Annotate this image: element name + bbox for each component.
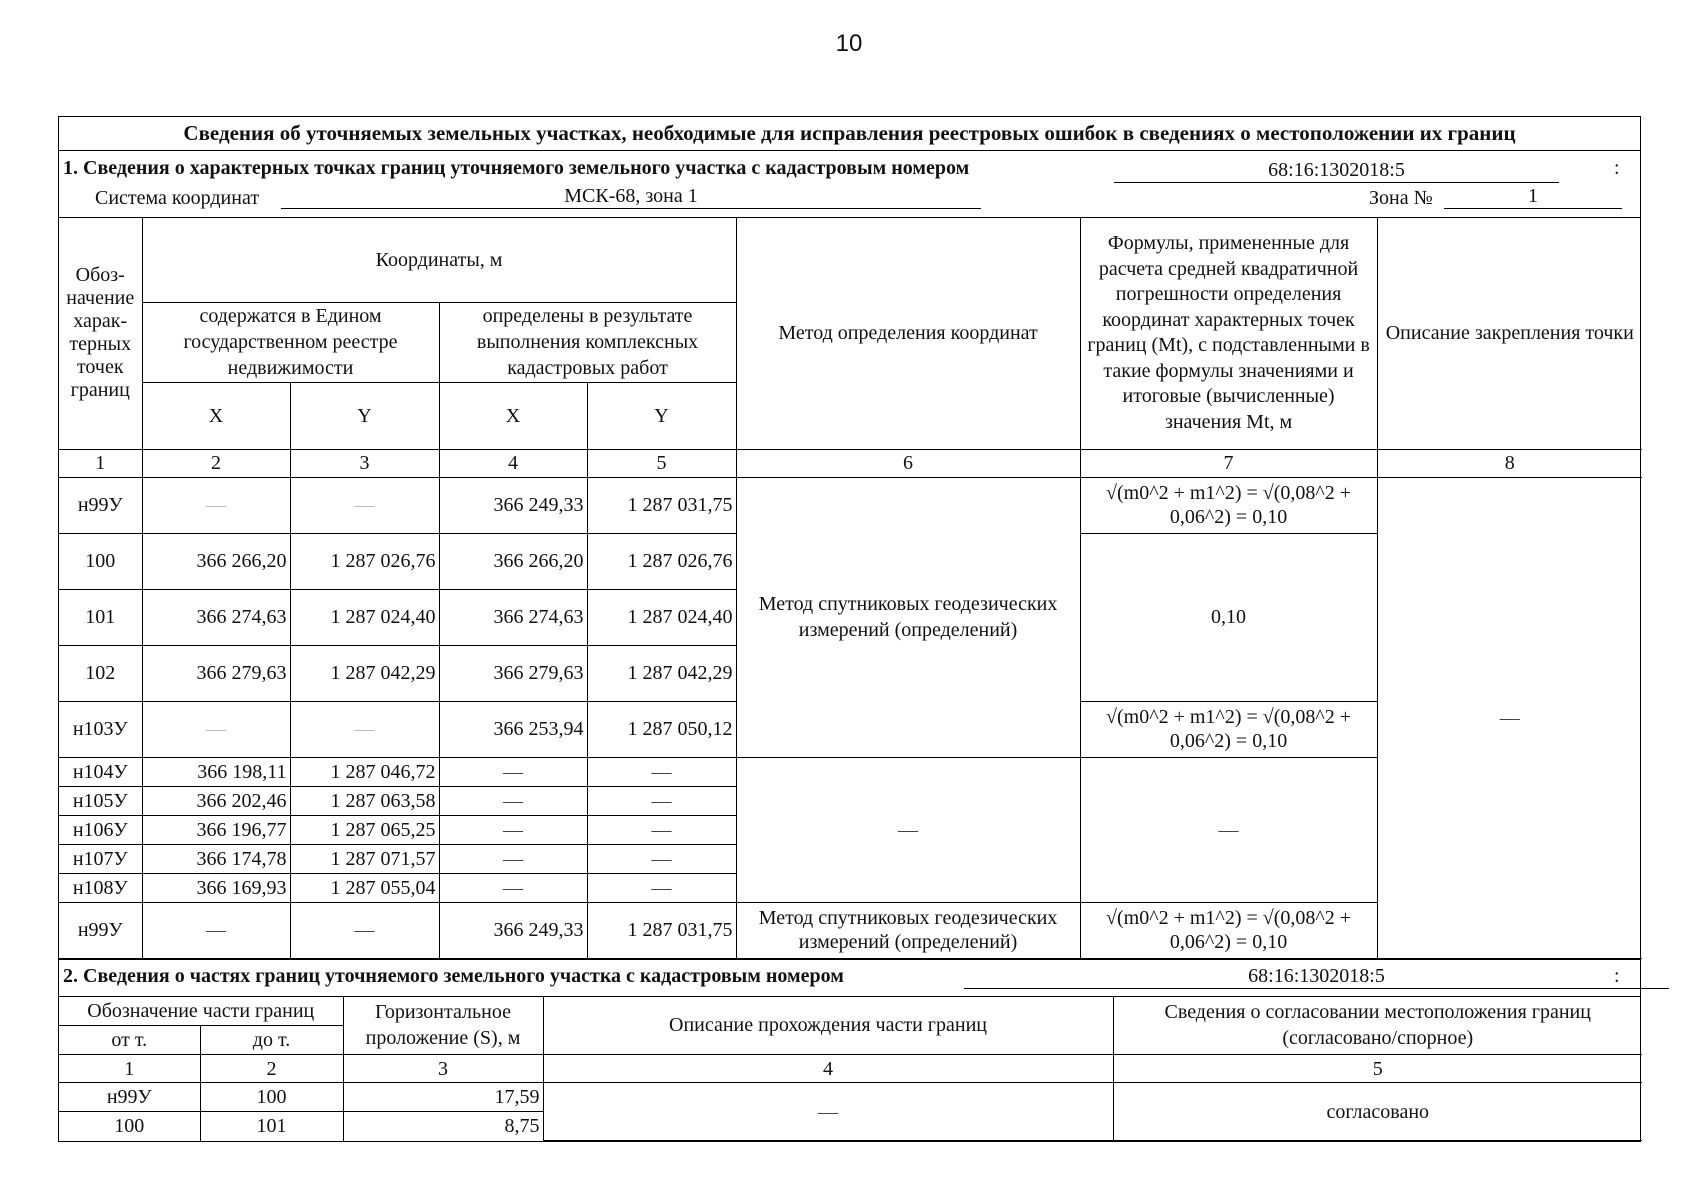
coord-x-kkr: 366 266,20 [439, 533, 587, 589]
formula-1: √(m0^2 + m1^2) = √(0,08^2 + 0,06^2) = 0,10 [1080, 477, 1377, 533]
points-table [59, 218, 1642, 959]
part-to: 101 [200, 1112, 343, 1141]
col-number: 4 [439, 449, 587, 477]
header-fixing: Описание закрепления точки [1377, 218, 1642, 449]
coord-x-egrn: — [142, 902, 290, 958]
col-number: 8 [1377, 449, 1642, 477]
coord-y-kkr: — [587, 815, 736, 844]
col-number: 7 [1080, 449, 1377, 477]
parts-table [59, 997, 1642, 1142]
point-name: н99У [59, 902, 142, 958]
coord-x-egrn: — [142, 477, 290, 533]
header-y1: Y [290, 382, 439, 449]
coord-x-egrn: 366 169,93 [142, 873, 290, 902]
formula-dash: — [1080, 757, 1377, 902]
section2-colon: : [1614, 964, 1620, 987]
col-number: 3 [343, 1055, 543, 1083]
col-number: 6 [736, 449, 1080, 477]
point-name: н103У [59, 701, 142, 757]
section1-cadastral-number: 68:16:1302018:5 [1114, 158, 1559, 183]
header-in-egrn: содержатся в Едином государственном реестре недвижимости [142, 302, 439, 382]
coord-x-kkr: — [439, 844, 587, 873]
header-determined: определены в результате выполнения комплексных кадастровых работ [439, 302, 736, 382]
formula-2: √(m0^2 + m1^2) = √(0,08^2 + 0,06^2) = 0,10 [1080, 701, 1377, 757]
header-formulas: Формулы, примененные для расчета средней квадратичной погрешности определения координат характерных точек границ (Mt), с подставленными в такие формулы значениями и итоговые (вычисленные) значения Mt, м [1080, 218, 1377, 449]
header-agreement: Сведения о согласовании местоположения границ (согласовано/спорное) [1113, 997, 1642, 1055]
coord-x-egrn: 366 266,20 [142, 533, 290, 589]
coord-y-egrn: 1 287 071,57 [290, 844, 439, 873]
coord-x-egrn: — [142, 701, 290, 757]
col-number: 4 [543, 1055, 1113, 1083]
coord-y-egrn: 1 287 042,29 [290, 645, 439, 701]
col-number: 5 [1113, 1055, 1642, 1083]
header-horizontal: Горизонтальное проложение (S), м [343, 997, 543, 1055]
col-number: 1 [59, 449, 142, 477]
coord-x-kkr: 366 249,33 [439, 902, 587, 958]
header-x1: X [142, 382, 290, 449]
section2-title: 2. Сведения о частях границ уточняемого земельного участка с кадастровым номером [63, 964, 844, 987]
zone-label: Зона № [1369, 187, 1433, 209]
section2-header [59, 959, 1640, 997]
coord-x-egrn: 366 202,46 [142, 786, 290, 815]
col-number: 2 [142, 449, 290, 477]
coord-x-egrn: 366 198,11 [142, 757, 290, 786]
coord-x-kkr: 366 279,63 [439, 645, 587, 701]
part-length: 17,59 [343, 1083, 543, 1112]
header-designation: Обоз-начение харак-терных точек границ [59, 218, 142, 449]
coord-y-egrn: 1 287 065,25 [290, 815, 439, 844]
point-name: н99У [59, 477, 142, 533]
coord-y-kkr: 1 287 031,75 [587, 902, 736, 958]
coord-y-kkr: 1 287 031,75 [587, 477, 736, 533]
coord-system-label: Система координат [95, 187, 260, 209]
coord-x-kkr: 366 274,63 [439, 589, 587, 645]
coord-y-egrn: — [290, 477, 439, 533]
coord-y-egrn: 1 287 024,40 [290, 589, 439, 645]
col-number: 2 [200, 1055, 343, 1083]
point-name: н105У [59, 786, 142, 815]
cadastral-document [58, 116, 1641, 1142]
header-y2: Y [587, 382, 736, 449]
coord-x-kkr: — [439, 815, 587, 844]
formula-value: 0,10 [1080, 533, 1377, 701]
part-from: 100 [59, 1112, 200, 1141]
coord-y-egrn: 1 287 063,58 [290, 786, 439, 815]
section1-header [59, 151, 1640, 218]
col-number: 5 [587, 449, 736, 477]
header-x2: X [439, 382, 587, 449]
header-method: Метод определения координат [736, 218, 1080, 449]
coord-y-kkr: — [587, 757, 736, 786]
point-name: н108У [59, 873, 142, 902]
coord-x-kkr: — [439, 873, 587, 902]
coord-system-value: МСК-68, зона 1 [281, 184, 981, 209]
coord-x-egrn: 366 279,63 [142, 645, 290, 701]
point-name: 101 [59, 589, 142, 645]
coord-x-kkr: 366 249,33 [439, 477, 587, 533]
header-part-designation: Обозначение части границ [59, 997, 343, 1026]
coord-y-kkr: 1 287 026,76 [587, 533, 736, 589]
coord-x-egrn: 366 274,63 [142, 589, 290, 645]
col-number: 3 [290, 449, 439, 477]
header-from: от т. [59, 1026, 200, 1055]
coord-y-kkr: 1 287 050,12 [587, 701, 736, 757]
coord-y-egrn: — [290, 902, 439, 958]
section2-cadastral-number: 68:16:1302018:5 [964, 964, 1669, 989]
point-name: 100 [59, 533, 142, 589]
page-number: 10 [835, 30, 863, 57]
header-coordinates: Координаты, м [142, 218, 736, 302]
point-name: 102 [59, 645, 142, 701]
coord-y-kkr: — [587, 873, 736, 902]
method-dash: — [736, 757, 1080, 902]
coord-y-egrn: 1 287 055,04 [290, 873, 439, 902]
method-satellite-1: Метод спутниковых геодезических измерений (определений) [736, 477, 1080, 757]
section1-colon: : [1614, 157, 1620, 179]
coord-y-kkr: 1 287 024,40 [587, 589, 736, 645]
part-length: 8,75 [343, 1112, 543, 1141]
coord-x-kkr: — [439, 786, 587, 815]
coord-y-kkr: — [587, 786, 736, 815]
main-title: Сведения об уточняемых земельных участках, необходимые для исправления реестровых ошибок в сведениях о местоположении их границ [59, 117, 1640, 151]
coord-y-egrn: 1 287 046,72 [290, 757, 439, 786]
point-name: н107У [59, 844, 142, 873]
part-from: н99У [59, 1083, 200, 1112]
point-name: н106У [59, 815, 142, 844]
coord-x-egrn: 366 174,78 [142, 844, 290, 873]
part-to: 100 [200, 1083, 343, 1112]
formula-3: √(m0^2 + m1^2) = √(0,08^2 + 0,06^2) = 0,10 [1080, 902, 1377, 958]
coord-y-egrn: — [290, 701, 439, 757]
coord-x-kkr: 366 253,94 [439, 701, 587, 757]
coord-x-egrn: 366 196,77 [142, 815, 290, 844]
header-description: Описание прохождения части границ [543, 997, 1113, 1055]
coord-y-kkr: — [587, 844, 736, 873]
fixing-description: — [1377, 477, 1642, 958]
coord-x-kkr: — [439, 757, 587, 786]
header-to: до т. [200, 1026, 343, 1055]
section1-title: 1. Сведения о характерных точках границ уточняемого земельного участка с кадастровым номером [63, 157, 970, 179]
zone-value: 1 [1444, 184, 1622, 209]
point-name: н104У [59, 757, 142, 786]
coord-y-kkr: 1 287 042,29 [587, 645, 736, 701]
coord-y-egrn: 1 287 026,76 [290, 533, 439, 589]
part-description: — [543, 1083, 1113, 1141]
part-agreement: согласовано [1113, 1083, 1642, 1141]
col-number: 1 [59, 1055, 200, 1083]
method-satellite-2: Метод спутниковых геодезических измерений (определений) [736, 902, 1080, 958]
